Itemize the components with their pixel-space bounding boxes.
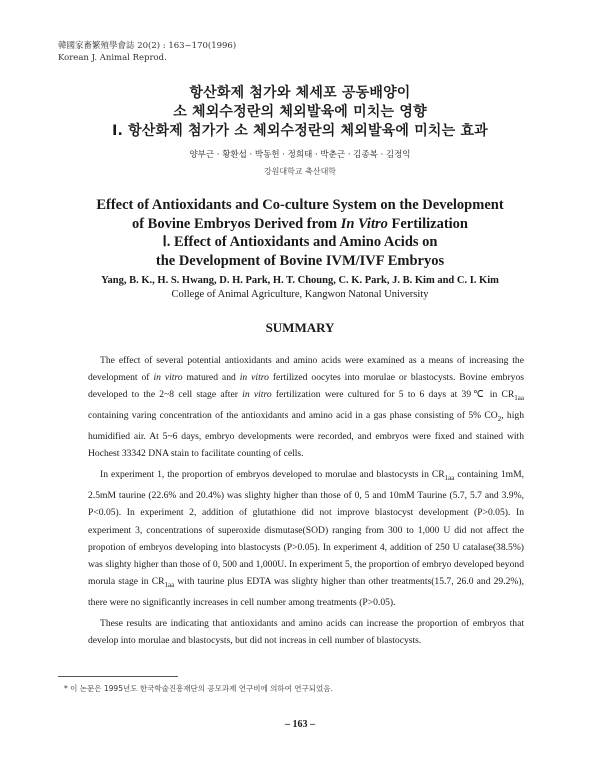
summary-text: matured and (182, 372, 240, 384)
subscript-text: 1aa (514, 394, 525, 403)
english-title-line (0, 215, 600, 234)
english-title-text: the Development of Bovine IVM/IVF Embryos (155, 252, 445, 269)
english-authors: Yang, B. K., H. S. Hwang, D. H. Park, H. T. Choung, C. K. Park, J. B. Kim and C. I. Kim (101, 275, 499, 286)
summary-text: with taurine plus EDTA was slighty higher than other treatments(15.7, 26.0 and 29.2%), there were no significantly increases in cell number among treatments (P>0.05). (88, 575, 524, 608)
english-title-italic: In Vitro (340, 215, 388, 232)
english-affiliation: College of Animal Agriculture, Kangwon Natonal University (171, 289, 429, 300)
english-title-line (0, 252, 600, 271)
english-title-text: of Bovine Embryos Derived from (131, 215, 341, 232)
summary-text: In experiment 1, the proportion of embryos developed to morulae and blastocysts in CR (100, 469, 445, 481)
footnote-divider (58, 676, 178, 677)
summary-text: These results are indicating that antioxidants and amino acids can increase the proportion of embryos that develop into morulae and blastocysts, but did not increas in cell number of blastocysts. (88, 617, 524, 647)
page-number: – 163 – (285, 719, 315, 730)
summary-text: The effect of several potential antioxidants and amino acids were examined as a means of increasing the development of (88, 355, 524, 384)
summary-text: containing varing concentration of the antioxidants and amino acid in a gas phase consisting of 5% CO (88, 410, 498, 422)
summary-paragraph (88, 352, 524, 462)
korean-affiliation: 강원대학교 축산대학 (263, 167, 337, 176)
korean-title-block (0, 84, 600, 177)
english-title-block (0, 196, 600, 300)
english-title-text: Effect of Antioxidants and Co-culture System on the Development (96, 197, 504, 213)
english-title-line (0, 196, 600, 215)
summary-paragraph (88, 466, 524, 611)
korean-title-line: 항산화제 첨가와 체세포 공동배양이 (189, 85, 411, 101)
english-title-text: Ⅰ. Effect of Antioxidants and Amino Acids on (162, 234, 438, 250)
summary-text: , high humidified air. At 5~6 days, embryo developments were recorded, and embryos were fixed and stained with Hochest 33342 DNA stain to facilitate counting of cells. (88, 410, 524, 460)
italic-text: in vitro (242, 389, 272, 401)
english-title-line (0, 233, 600, 252)
italic-text: in vitro (153, 372, 183, 384)
journal-citation-english: Korean J. Animal Reprod. (58, 53, 167, 63)
english-title-text: Fertilization (387, 215, 469, 232)
subscript-text: 1aa (164, 580, 175, 589)
footnote: * 이 논문은 1995년도 한국학술진흥재단의 공모과제 연구비에 의하여 연구되었음. (64, 684, 333, 693)
journal-citation-korean: 韓國家畜繁殖學會誌 20(2) : 163~170(1996) (58, 41, 237, 51)
subscript-text: 2 (497, 415, 502, 424)
summary-heading: SUMMARY (265, 320, 335, 335)
summary-body (88, 352, 524, 653)
summary-text: fertilization were cultured for 5 to 6 days at 39℃ in CR (271, 389, 515, 401)
summary-text: fertilized oocytes into morulae or blastocysts. Bovine embryos developed to the 2~8 cell stage after (88, 372, 524, 401)
italic-text: in vitro (239, 372, 269, 384)
korean-title-line: Ⅰ. 항산화제 첨가가 소 체외수정란의 체외발육에 미치는 효과 (112, 123, 488, 139)
summary-paragraph (88, 615, 524, 649)
korean-title-line: 소 체외수정란의 체외발육에 미치는 영향 (173, 104, 427, 120)
subscript-text: 1aa (444, 474, 455, 483)
korean-authors: 양부근 · 황환섭 · 박동헌 · 정희태 · 박춘근 · 김종복 · 김정익 (189, 150, 411, 160)
summary-text: containing 1mM, 2.5mM taurine (22.6% and 20.4%) was slighty higher than those of 0, 5 and 10mM Taurine (5.7, 5.7 and 3.9%, P<0.05). In experiment 2, addition of glutathione did not improve blastocyst development (P>0.05). In experiment 3, concentrations of superoxide dismutase(SOD) ranging from 300 to 1,000 U did not affect the propotion of embryos developing into blastocysts (P>0.05). In experiment 4, addition of 250 U catalase(38.5%) was slighty higher than those of 0, 500 and 1,000U. In experiment 5, the proportion of embryo developed beyond morula stage in CR (88, 469, 525, 587)
journal-citation (58, 40, 236, 64)
